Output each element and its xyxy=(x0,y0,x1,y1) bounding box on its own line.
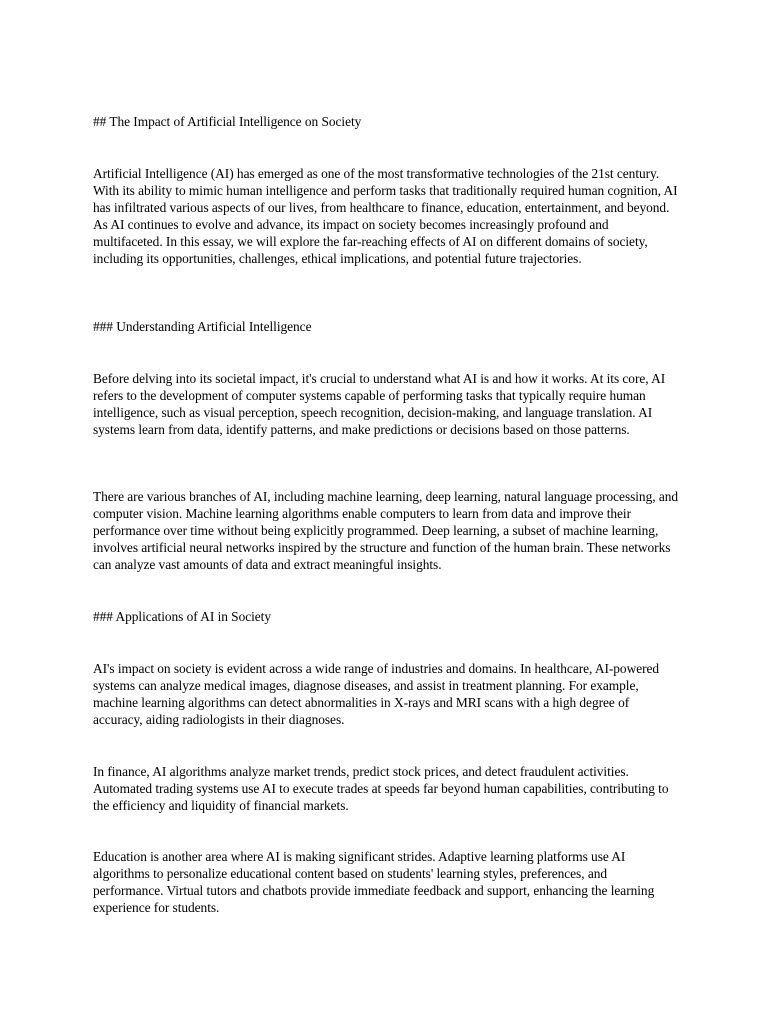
section-heading-understanding-ai: ### Understanding Artificial Intelligence xyxy=(93,319,312,334)
understanding-paragraph-1: Before delving into its societal impact, it's crucial to understand what AI is and how it works. At its core, AI refers to the development of computer systems capable of performing tasks that typically require human intelligence, such as visual perception, speech recognition, decision-making, and language translation. AI systems learn from data, identify patterns, and make predictions or decisions based on those patterns. xyxy=(93,371,666,437)
understanding-paragraph-2: There are various branches of AI, including machine learning, deep learning, natural language processing, and computer vision. Machine learning algorithms enable computers to learn from data and improve their performance over time without being explicitly programmed. Deep learning, a subset of machine learning, involves artificial neural networks inspired by the structure and function of the human brain. These networks can analyze vast amounts of data and extract meaningful insights. xyxy=(93,489,679,572)
section-heading-applications: ### Applications of AI in Society xyxy=(93,609,271,624)
applications-paragraph-3: Education is another area where AI is making significant strides. Adaptive learning platforms use AI algorithms to personalize educational content based on students' learning styles, preferences, and performance. Virtual tutors and chatbots provide immediate feedback and support, enhancing the learning experience for students. xyxy=(93,849,655,915)
applications-paragraph-2: In finance, AI algorithms analyze market trends, predict stock prices, and detect fraudulent activities. Automated trading systems use AI to execute trades at speeds far beyond human capabilities, contributing to the efficiency and liquidity of financial markets. xyxy=(93,764,669,813)
applications-paragraph-1: AI's impact on society is evident across a wide range of industries and domains. In healthcare, AI-powered systems can analyze medical images, diagnose diseases, and assist in treatment planning. For example, machine learning algorithms can detect abnormalities in X-rays and MRI scans with a high degree of accuracy, aiding radiologists in their diagnoses. xyxy=(93,661,660,727)
document-title-heading: ## The Impact of Artificial Intelligence on Society xyxy=(93,114,362,129)
intro-paragraph: Artificial Intelligence (AI) has emerged as one of the most transformative technologies of the 21st century. With its ability to mimic human intelligence and perform tasks that traditionally required human cognition, AI has infiltrated various aspects of our lives, from healthcare to finance, education, entertainment, and beyond. As AI continues to evolve and advance, its impact on society becomes increasingly profound and multifaceted. In this essay, we will explore the far-reaching effects of AI on different domains of society, including its opportunities, challenges, ethical implications, and potential future trajectories. xyxy=(93,166,678,266)
